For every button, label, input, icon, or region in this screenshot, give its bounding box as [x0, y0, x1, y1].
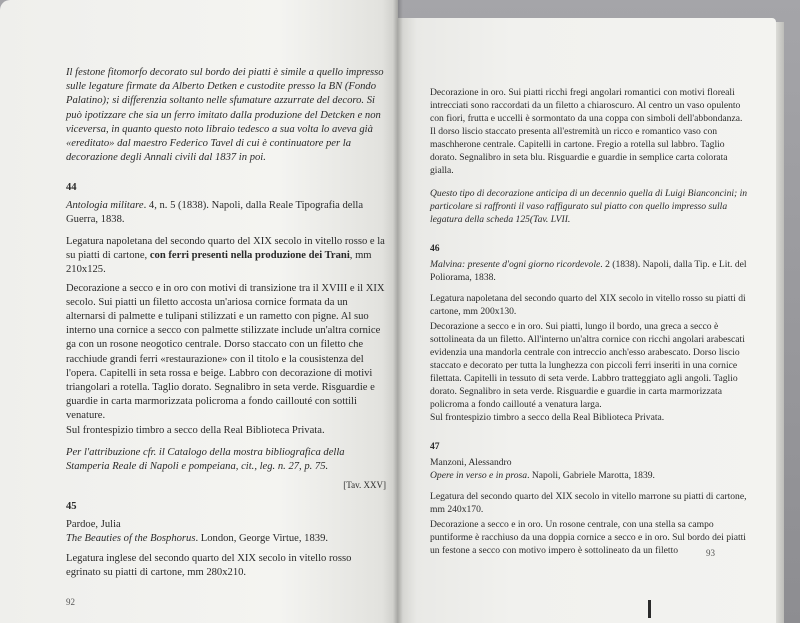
entry-45-author: Pardoe, Julia	[66, 518, 121, 530]
entry-47-imprint: . Napoli, Gabriele Marotta, 1839.	[527, 470, 655, 481]
right-page-text	[430, 86, 750, 567]
right-page-edge	[776, 22, 784, 623]
entry-44-number: 44	[66, 182, 77, 194]
right-page-number: 93	[706, 548, 715, 558]
entry-46-stamp: Sul frontespizio timbro a secco della Real Biblioteca Privata.	[430, 412, 665, 423]
entry-44-stamp: Sul frontespizio timbro a secco della Real Biblioteca Privata.	[66, 424, 325, 436]
entry-45-number: 45	[66, 501, 77, 513]
entry-45-title: The Beauties of the Bosphorus	[66, 532, 196, 544]
bookmark-ribbon	[648, 600, 651, 618]
continued-decoration: Decorazione in oro. Sui piatti ricchi fregi angolari romantici con motivi floreali intrecciati sono raccordati da un filetto a chiaroscuro. Al centro un vaso opulento con fiori, frutta e uccelli è sormontato da una coppa con simboli dell'abbondanza. Il dorso liscio staccato presenta all'estremità un ricco e romantico vaso con maschherone centrale. Capitelli in cartone. Fregio a rotella sul labbro. Taglio dorato. Segnalibro in seta blu. Risguardie e guardie in semplice carta colorata gialla.	[430, 87, 743, 176]
entry-46-imprint: . 2 (1838). Napoli, dalla Tip. e Lit. del Poliorama, 1838.	[430, 259, 747, 283]
left-page	[0, 0, 398, 623]
entry-44-binding	[66, 235, 386, 278]
entry-44-binding-text: Legatura napoletana del secondo quarto del XIX secolo in vitello rosso e la su piatti di cartone,	[66, 236, 385, 262]
entry-44-note	[66, 446, 386, 474]
entry-44-plate-ref: [Tav. XXV]	[343, 480, 386, 491]
entry-47-decoration: Decorazione a secco e in oro. Un rosone centrale, con una stella sa campo puntiforme è racchiuso da una doppia cornice a secco e in oro. Sul bordo dei piatti un festone a secco con motivo impero è sottolineato da un filetto	[430, 519, 746, 556]
continued-note: Questo tipo di decorazione anticipa di un decennio quella di Luigi Bianconcini; in particolare si raffronti il vaso raffigurato sul piatto con quello impresso sulla legatura della scheda 125(Tav. LVII.	[430, 188, 748, 225]
entry-47-title: Opere in verso e in prosa	[430, 470, 528, 481]
entry-44-citation	[66, 199, 386, 227]
entry-47-author: Manzoni, Alessandro	[430, 457, 512, 468]
entry-44-note-ref: cit., leg. n. 27, p. 75.	[241, 461, 329, 473]
entry-45-imprint: . London, George Virtue, 1839.	[195, 532, 329, 544]
left-page-text	[66, 66, 386, 591]
book-gutter	[393, 0, 403, 623]
entry-44-note-text: Per l'attribuzione cfr. il Catalogo della mostra bibliografica della Stamperia Reale di Napoli e pompeiana,	[66, 446, 345, 473]
entry-47-citation	[430, 469, 750, 482]
entry-44-decoration: Decorazione a secco e in oro con motivi di transizione tra il XVIII e il XIX secolo. Sui piatti un filetto accosta un'ariosa cornice formata da un alternarsi di palmette e tulipani stilizzati e un rametto con pigne. Al suo interno una cornice a secco con palmette stilizzate include un'altra cornice ga con un rosone neogotico centrale. Dorso staccato con un filetto che racchiude grandi ferri «restaurazione» con il titolo e la cousistenza del l'opera. Capitelli in seta rossa e beige. Labbro con decorazione di motivi triangolari a rotella. Taglio dorato. Segnalibro in seta verde. Risguardie e guardie in carta marmorizzata policroma a fondo caillouté con sottili venature.	[66, 282, 385, 422]
entry-46-title: Malvina: presente d'ogni giorno ricordevole	[430, 259, 601, 270]
entry-46-decoration: Decorazione a secco e in oro. Sui piatti, lungo il bordo, una greca a secco è sottolineata da un filetto. All'interno un'altra cornice con ricchi angolari arabescati evidenzia una mandorla centrale con intreccio anch'esso arabescato. Dorso liscio staccato e decorato per tutta la lunghezza con piccoli ferri inseriti in una cornice filettata. Capitelli in tessuto di seta verde. Labbro tratteggiato agli angoli. Taglio dorato. Segnalibro in seta verde. Risguardie e guardie in carta marmorizzata policroma a fondo caillouté a venatura larga.	[430, 321, 745, 410]
entry-45-binding: Legatura inglese del secondo quarto del XIX secolo in vitello rosso egrinato su piatti di cartone, mm 280x210.	[66, 553, 352, 579]
entry-47-number: 47	[430, 441, 440, 452]
entry-44-imprint: . 4, n. 5 (1838). Napoli, dalla Reale Tipografia della Guerra, 1838.	[66, 199, 364, 225]
intro-paragraph: Il festone fitomorfo decorato sul bordo dei piatti è simile a quello impresso sulle legature firmate da Alberto Detken e custodite presso la BN (Fondo Palatino); si differenzia soltanto nelle sfumature azzurrate del decoro. Si può ipotizzare che sia un ferro imitato dalla produzione del Detcken e non viceversa, in quanto questo noto libraio tedesco a sua volta lo aveva già «ereditato» dal maestro Federico Tavel di cui è continuatore per la decorazione degli Annali civili dal 1837 in poi.	[66, 67, 384, 164]
entry-44-binding-size: , mm 210x125.	[66, 250, 372, 276]
left-page-number: 92	[66, 597, 75, 607]
entry-46-binding: Legatura napoletana del secondo quarto del XIX secolo in vitello rosso su piatti di cartone, mm 200x130.	[430, 293, 746, 317]
entry-46-number: 46	[430, 243, 440, 254]
entry-44-binding-bold: con ferri presenti nella produzione dei Trani	[149, 250, 350, 262]
entry-47-binding: Legatura del secondo quarto del XIX secolo in vitello marrone su piatti di cartone, mm 240x170.	[430, 491, 747, 515]
entry-46-citation	[430, 258, 750, 284]
entry-45-citation	[66, 532, 386, 546]
entry-44-title: Antologia militare	[66, 199, 144, 211]
